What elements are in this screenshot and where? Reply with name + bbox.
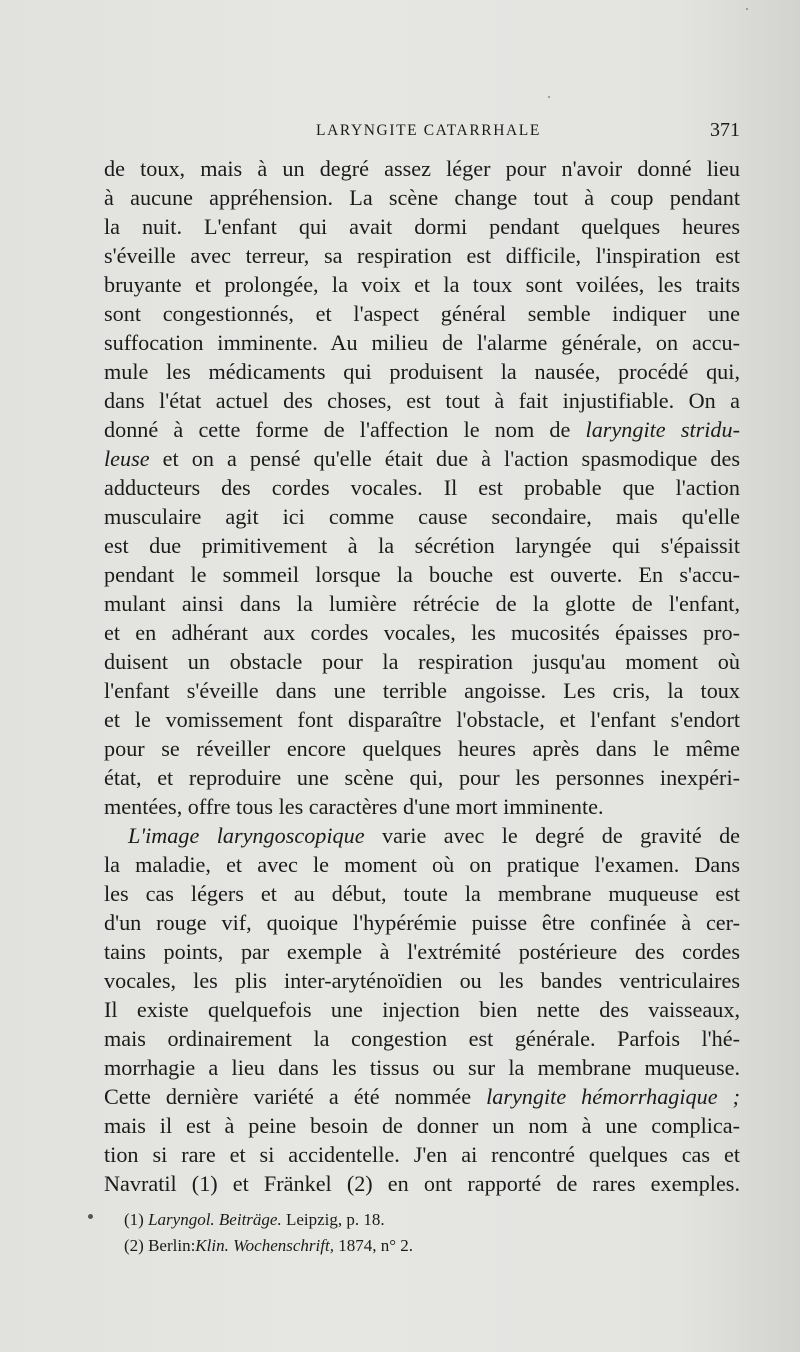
text-line bbox=[104, 821, 740, 850]
text-line bbox=[104, 444, 740, 473]
footnote-number: (1) bbox=[124, 1210, 149, 1229]
running-title: LARYNGITE CATARRHALE bbox=[316, 122, 541, 139]
text-run: donné à cette forme de l'affection le nom de bbox=[104, 417, 586, 442]
paper-speck bbox=[746, 8, 748, 10]
text-line: bruyante et prolongée, la voix et la toux sont voilées, les traits bbox=[104, 272, 740, 297]
text-line: s'éveille avec terreur, sa respiration est difficile, l'inspiration est bbox=[104, 243, 740, 268]
text-line bbox=[104, 1082, 740, 1111]
text-line: les cas légers et au début, toute la membrane muqueuse est bbox=[104, 881, 740, 906]
italic-term: laryngite stridu- bbox=[585, 417, 741, 442]
footnote-1 bbox=[124, 1208, 684, 1232]
text-line: mule les médicaments qui produisent la nausée, procédé qui, bbox=[104, 359, 740, 384]
text-line: vocales, les plis inter-aryténoïdien ou les bandes ventriculaires bbox=[104, 968, 740, 993]
text-line: mulant ainsi dans la lumière rétrécie de la glotte de l'enfant, bbox=[104, 591, 740, 616]
text-line: Navratil (1) et Fränkel (2) en ont rapporté de rares exemples. bbox=[104, 1171, 740, 1196]
footnote-text: Leipzig, p. 18. bbox=[281, 1210, 385, 1229]
footnote-title: Laryngol. Beiträge. bbox=[148, 1210, 282, 1229]
page-header bbox=[104, 119, 740, 148]
italic-term: laryngite hémorrhagique ; bbox=[486, 1084, 740, 1109]
footnote-text: 1874, n° 2. bbox=[333, 1236, 414, 1255]
text-line: pour se réveiller encore quelques heures après dans le même bbox=[104, 736, 740, 761]
text-line: adducteurs des cordes vocales. Il est probable que l'action bbox=[104, 475, 740, 500]
bullet-mark bbox=[88, 1214, 93, 1219]
page-number: 371 bbox=[710, 119, 740, 141]
text-line: à aucune appréhension. La scène change tout à coup pendant bbox=[104, 185, 740, 210]
text-line: sont congestionnés, et l'aspect général semble indiquer une bbox=[104, 301, 740, 326]
text-line: musculaire agit ici comme cause secondaire, mais qu'elle bbox=[104, 504, 740, 529]
text-line: morrhagie a lieu dans les tissus ou sur la membrane muqueuse. bbox=[104, 1055, 740, 1080]
text-run: Cette dernière variété a été nommée bbox=[104, 1084, 487, 1109]
text-line: est due primitivement à la sécrétion laryngée qui s'épaissit bbox=[104, 533, 740, 558]
text-line: mais il est à peine besoin de donner un nom à une complica- bbox=[104, 1113, 740, 1138]
text-line: mentées, offre tous les caractères d'une mort imminente. bbox=[104, 794, 604, 819]
text-line: tion si rare et si accidentelle. J'en ai rencontré quelques cas et bbox=[104, 1142, 740, 1167]
paper-speck bbox=[548, 96, 550, 98]
text-run: varie avec le degré de gravité de bbox=[364, 823, 741, 848]
body-text bbox=[104, 154, 740, 1198]
text-line: mais ordinairement la congestion est générale. Parfois l'hé- bbox=[104, 1026, 740, 1051]
footnote-2 bbox=[124, 1234, 684, 1258]
footnote-number: (2) Berlin: bbox=[124, 1236, 196, 1255]
text-line: tains points, par exemple à l'extrémité postérieure des cordes bbox=[104, 939, 740, 964]
text-line: duisent un obstacle pour la respiration jusqu'au moment où bbox=[104, 649, 740, 674]
text-line: dans l'état actuel des choses, est tout à fait injustifiable. On a bbox=[104, 388, 740, 413]
text-line: pendant le sommeil lorsque la bouche est ouverte. En s'accu- bbox=[104, 562, 740, 587]
text-line: et en adhérant aux cordes vocales, les mucosités épaisses pro- bbox=[104, 620, 740, 645]
text-line: la nuit. L'enfant qui avait dormi pendant quelques heures bbox=[104, 214, 740, 239]
text-line: Il existe quelquefois une injection bien nette des vaisseaux, bbox=[104, 997, 740, 1022]
text-line: suffocation imminente. Au milieu de l'alarme générale, on accu- bbox=[104, 330, 740, 355]
text-line: la maladie, et avec le moment où on pratique l'examen. Dans bbox=[104, 852, 740, 877]
italic-term: leuse bbox=[104, 446, 150, 471]
text-line: de toux, mais à un degré assez léger pour n'avoir donné lieu bbox=[104, 156, 740, 181]
italic-term: L'image laryngoscopique bbox=[128, 823, 365, 848]
text-line: et le vomissement font disparaître l'obstacle, et l'enfant s'endort bbox=[104, 707, 740, 732]
text-line: état, et reproduire une scène qui, pour les personnes inexpéri- bbox=[104, 765, 740, 790]
text-line: d'un rouge vif, quoique l'hypérémie puisse être confinée à cer- bbox=[104, 910, 740, 935]
text-line bbox=[104, 415, 740, 444]
footnote-title: Klin. Wochenschrift, bbox=[195, 1236, 334, 1255]
text-line: l'enfant s'éveille dans une terrible angoisse. Les cris, la toux bbox=[104, 678, 740, 703]
text-run: et on a pensé qu'elle était due à l'action spasmodique des bbox=[149, 446, 740, 471]
